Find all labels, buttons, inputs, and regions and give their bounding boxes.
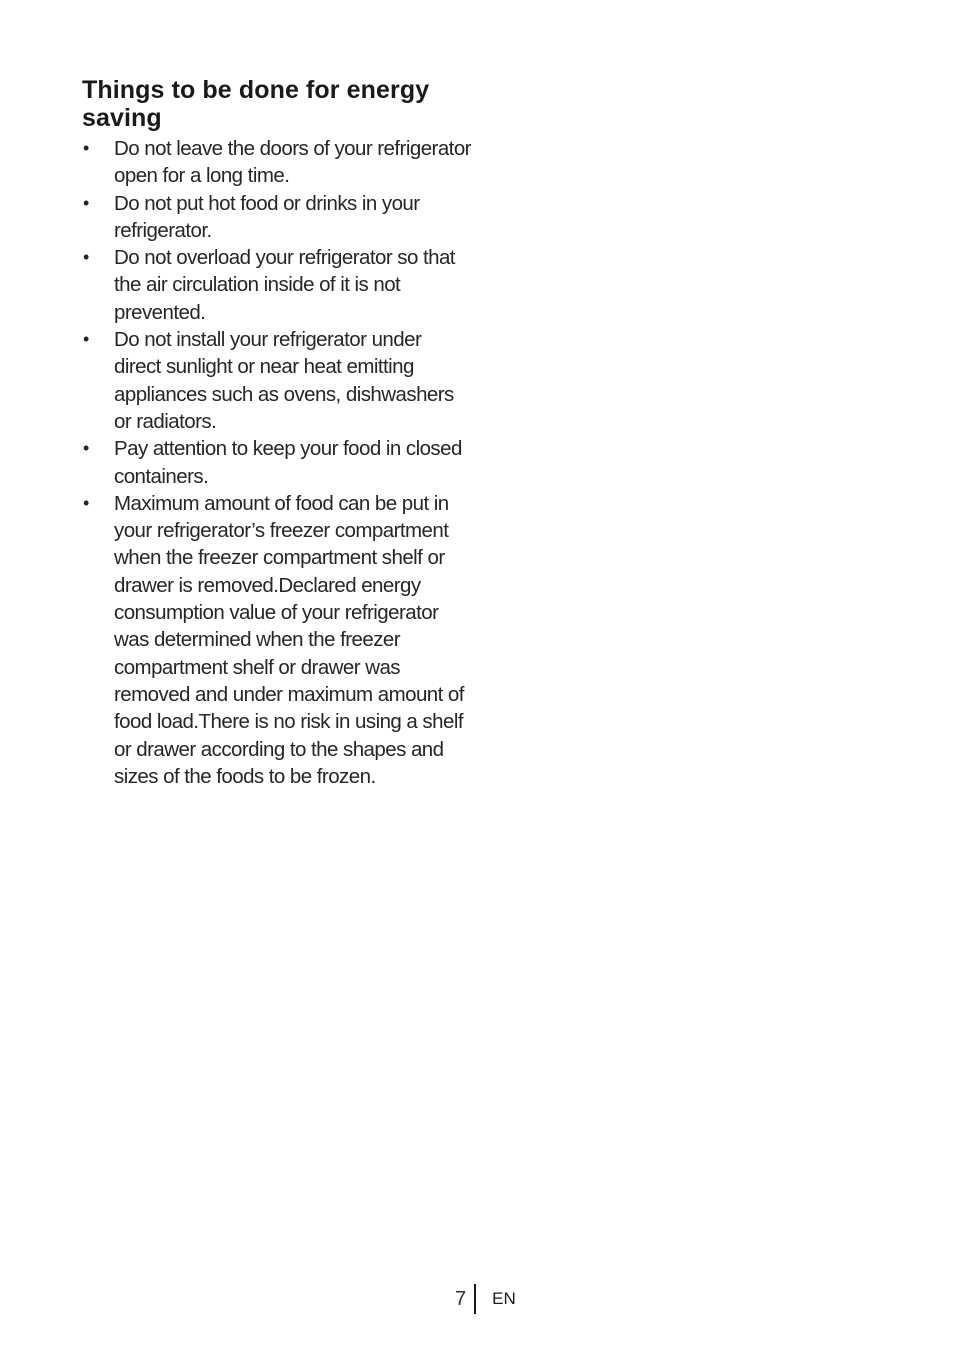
section-heading: Things to be done for energy saving: [82, 76, 430, 132]
list-item-text: Do not overload your refrigerator so that the air circulation inside of it is not prevented.: [114, 246, 455, 324]
footer-divider: [474, 1284, 476, 1314]
list-item-text: Do not leave the doors of your refrigerator open for a long time.: [114, 137, 471, 188]
page-footer: [455, 1284, 516, 1314]
list-item: [82, 135, 472, 190]
bullet-icon: •: [83, 247, 89, 268]
energy-saving-list: [82, 135, 472, 790]
bullet-icon: •: [83, 192, 89, 213]
list-item-text: Do not put hot food or drinks in your refrigerator.: [114, 191, 420, 242]
list-item: [82, 190, 472, 245]
list-item: [82, 435, 472, 490]
bullet-icon: •: [83, 138, 89, 158]
list-item: [82, 490, 472, 790]
language-code: EN: [492, 1289, 516, 1308]
page-number: 7: [455, 1288, 467, 1310]
energy-saving-section: [82, 76, 472, 790]
list-item-text: Pay attention to keep your food in closed containers.: [114, 437, 462, 488]
bullet-icon: •: [83, 492, 89, 513]
list-item-text: Maximum amount of food can be put in your refrigerator’s freezer compartment when the freezer compartment shelf or drawer is removed.Declared energy consumption value of your refrigerator was determined when the freezer compartment shelf or drawer was removed and under maximum amount of food load.There is no risk in using a shelf or drawer according to the shapes and sizes of the foods to be frozen.: [114, 491, 464, 788]
list-item-text: Do not install your refrigerator under direct sunlight or near heat emitting appliances such as ovens, dishwashers or radiators.: [114, 328, 454, 433]
bullet-icon: •: [83, 438, 89, 459]
bullet-icon: •: [83, 329, 89, 350]
list-item: [82, 326, 472, 435]
list-item: [82, 244, 472, 326]
